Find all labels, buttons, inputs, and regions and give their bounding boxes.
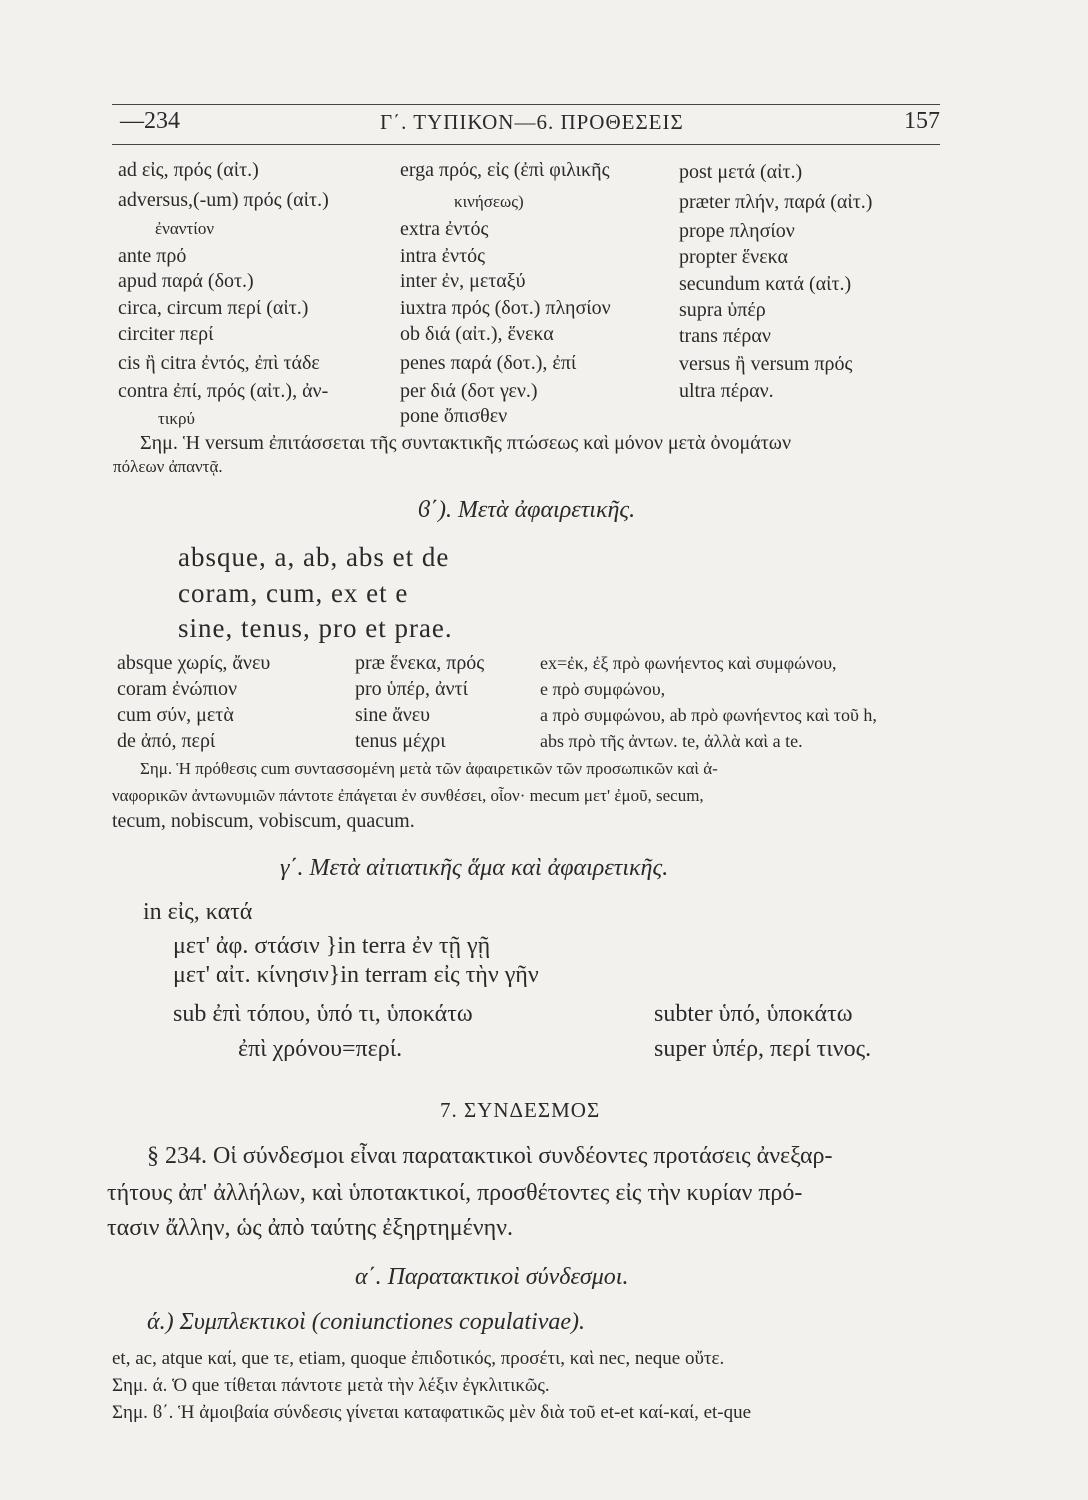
header-section-number: —234: [120, 108, 180, 134]
acc-col3-line-8: versus ἢ versum πρός: [679, 353, 853, 375]
ablative-verse-line-1: absque, a, ab, abs et de: [178, 542, 450, 572]
abl-col2-line-2: pro ὑπέρ, ἀντί: [355, 678, 468, 700]
acc-abl-line-5a: ἐπὶ χρόνου=περί.: [238, 1036, 403, 1062]
acc-col1-line-6: circa, circum περί (αἰτ.): [118, 297, 309, 319]
acc-col3-line-9: ultra πέραν.: [679, 380, 774, 402]
acc-col1-line-1: ad εἰς, πρός (αἰτ.): [118, 159, 259, 181]
acc-col3-line-1: post μετά (αἰτ.): [679, 161, 803, 183]
section7-line-1: et, ac, atque καί, que τε, etiam, quoque ἐπιδοτικός, προσέτι, καὶ nec, neque οὔτε.: [112, 1348, 725, 1369]
acc-col2-line-4: intra ἐντός: [400, 245, 486, 267]
acc-col2-line-5: inter ἐν, μεταξύ: [400, 270, 526, 292]
abl-col1-line-1: absque χωρίς, ἄνευ: [117, 652, 271, 674]
ablative-verse-line-2: coram, cum, ex et e: [178, 578, 409, 608]
acc-col2-line-10: pone ὄπισθεν: [400, 405, 508, 427]
abl-col2-line-4: tenus μέχρι: [355, 730, 446, 752]
header-title: Γ΄. ΤΥΠΙΚΟΝ—6. ΠΡΟΘΕΣΕΙΣ: [380, 110, 684, 134]
page-number: 157: [904, 108, 940, 134]
acc-col3-line-5: secundum κατά (αἰτ.): [679, 273, 852, 295]
acc-col2-line-9: per διά (δοτ γεν.): [400, 380, 538, 402]
acc-col2-line-1: erga πρός, εἰς (ἐπὶ φιλικῆς: [400, 159, 610, 181]
acc-abl-line-2: μετ' ἀφ. στάσιν }in terra ἐν τῇ γῇ: [173, 933, 491, 959]
header-rule-bottom: [112, 144, 940, 145]
abl-col3-line-4: abs πρὸ τῆς ἀντων. te, ἀλλὰ καὶ a te.: [540, 731, 803, 751]
acc-abl-line-4a: sub ἐπὶ τόπου, ὑπό τι, ὑποκάτω: [173, 1001, 473, 1027]
section7-line-2: Σημ. ά. Ὁ que τίθεται πάντοτε μετὰ τὴν λέξιν ἐγκλιτικῶς.: [112, 1375, 550, 1396]
abl-col1-line-3: cum σύν, μετὰ: [117, 704, 234, 726]
section7-sub-a: ά.) Συμπλεκτικοὶ (coniunctiones copulativae).: [147, 1309, 585, 1335]
section7-para-line-1: § 234. Οἱ σύνδεσμοι εἶναι παρατακτικοὶ συνδέοντες προτάσεις ἀνεξαρ-: [147, 1143, 833, 1169]
acc-abl-line-1: in εἰς, κατά: [143, 899, 253, 925]
abl-col2-line-3: sine ἄνευ: [355, 704, 431, 726]
section7-line-3: Σημ. ϐ΄. Ἡ ἀμοιβαία σύνδεσις γίνεται καταφατικῶς μὲν διὰ τοῦ et-et καί-καί, et-que: [112, 1402, 752, 1423]
acc-col3-line-4: propter ἕνεκα: [679, 246, 788, 268]
abl-col3-line-1: ex=ἐκ, ἐξ πρὸ φωνήεντος καὶ συμφώνου,: [540, 653, 837, 673]
note2-line-3: tecum, nobiscum, vobiscum, quacum.: [112, 810, 415, 832]
ablative-verse-line-3: sine, tenus, pro et prae.: [178, 613, 453, 643]
acc-col1-line-7: circiter περί: [118, 323, 214, 345]
acc-col2-line-7: ob διά (αἰτ.), ἕνεκα: [400, 323, 554, 345]
ablative-title: ϐ΄). Μετὰ ἀφαιρετικῆς.: [418, 497, 636, 523]
acc-col3-line-6: supra ὑπέρ: [679, 299, 766, 321]
note2-line-2: ναφορικῶν ἀντωνυμιῶν πάντοτε ἐπάγεται ἐν συνθέσει, οἷον· mecum μετ' ἐμοῦ, secum,: [112, 786, 704, 805]
acc-col2-line-6: iuxtra πρός (δοτ.) πλησίον: [400, 297, 611, 319]
section7-subtitle: α΄. Παρατακτικοὶ σύνδεσμοι.: [355, 1264, 629, 1290]
note1-line-2: πόλεων ἀπαντᾷ.: [113, 457, 223, 476]
acc-col3-line-2: præter πλήν, παρά (αἰτ.): [679, 191, 873, 213]
acc-col1-line-2: adversus,(-um) πρός (αἰτ.): [118, 189, 329, 211]
note1-line-1: Σημ. Ἡ versum ἐπιτάσσεται τῆς συντακτικῆς πτώσεως καὶ μόνον μετὰ ὀνομάτων: [140, 432, 792, 454]
abl-col3-line-2: e πρὸ συμφώνου,: [540, 679, 666, 699]
acc-col1-line-3: ἐναντίον: [155, 219, 215, 238]
section7-heading: 7. ΣΥΝΔΕΣΜΟΣ: [440, 1098, 601, 1122]
abl-col1-line-2: coram ἐνώπιον: [117, 678, 238, 700]
note2-line-1: Σημ. Ἡ πρόθεσις cum συντασσομένη μετὰ τῶν ἀφαιρετικῶν τῶν προσωπικῶν καὶ ἀ-: [140, 759, 718, 778]
acc-abl-line-4b: subter ὑπό, ὑποκάτω: [654, 1001, 853, 1027]
section7-para-line-3: τασιν ἄλλην, ὡς ἀπὸ ταύτης ἐξηρτημένην.: [107, 1215, 513, 1241]
acc-col1-line-5: apud παρά (δοτ.): [118, 270, 254, 292]
acc-col2-line-3: extra ἐντός: [400, 218, 489, 240]
acc-col1-line-8: cis ἢ citra ἐντός, ἐπὶ τάδε: [118, 352, 320, 374]
abl-col3-line-3: a πρὸ συμφώνου, ab πρὸ φωνήεντος καὶ τοῦ h,: [540, 705, 877, 725]
acc-col2-line-2: κινήσεως): [454, 192, 524, 211]
acc-abl-line-5b: super ὑπέρ, περί τινος.: [654, 1036, 872, 1062]
acc-col3-line-7: trans πέραν: [679, 325, 771, 347]
acc-abl-line-3: μετ' αἰτ. κίνησιν}in terram εἰς τὴν γῆν: [173, 962, 539, 988]
acc-col3-line-3: prope πλησίον: [679, 220, 795, 242]
page-header: [112, 108, 940, 142]
acc-col2-line-8: penes παρά (δοτ.), ἐπί: [400, 352, 577, 374]
acc-col1-line-10: τικρύ: [158, 409, 195, 428]
acc-abl-title: γ΄. Μετὰ αἰτιατικῆς ἅμα καὶ ἀφαιρετικῆς.: [280, 855, 669, 881]
abl-col1-line-4: de ἀπό, περί: [117, 730, 216, 752]
header-rule-top: [112, 104, 940, 105]
acc-col1-line-4: ante πρό: [118, 245, 187, 267]
section7-para-line-2: τήτους ἀπ' ἀλλήλων, καὶ ὑποτακτικοί, προσθέτοντες εἰς τὴν κυρίαν πρό-: [107, 1180, 803, 1206]
acc-col1-line-9: contra ἐπί, πρός (αἰτ.), ἀν-: [118, 380, 329, 402]
abl-col2-line-1: præ ἕνεκα, πρός: [355, 652, 485, 674]
